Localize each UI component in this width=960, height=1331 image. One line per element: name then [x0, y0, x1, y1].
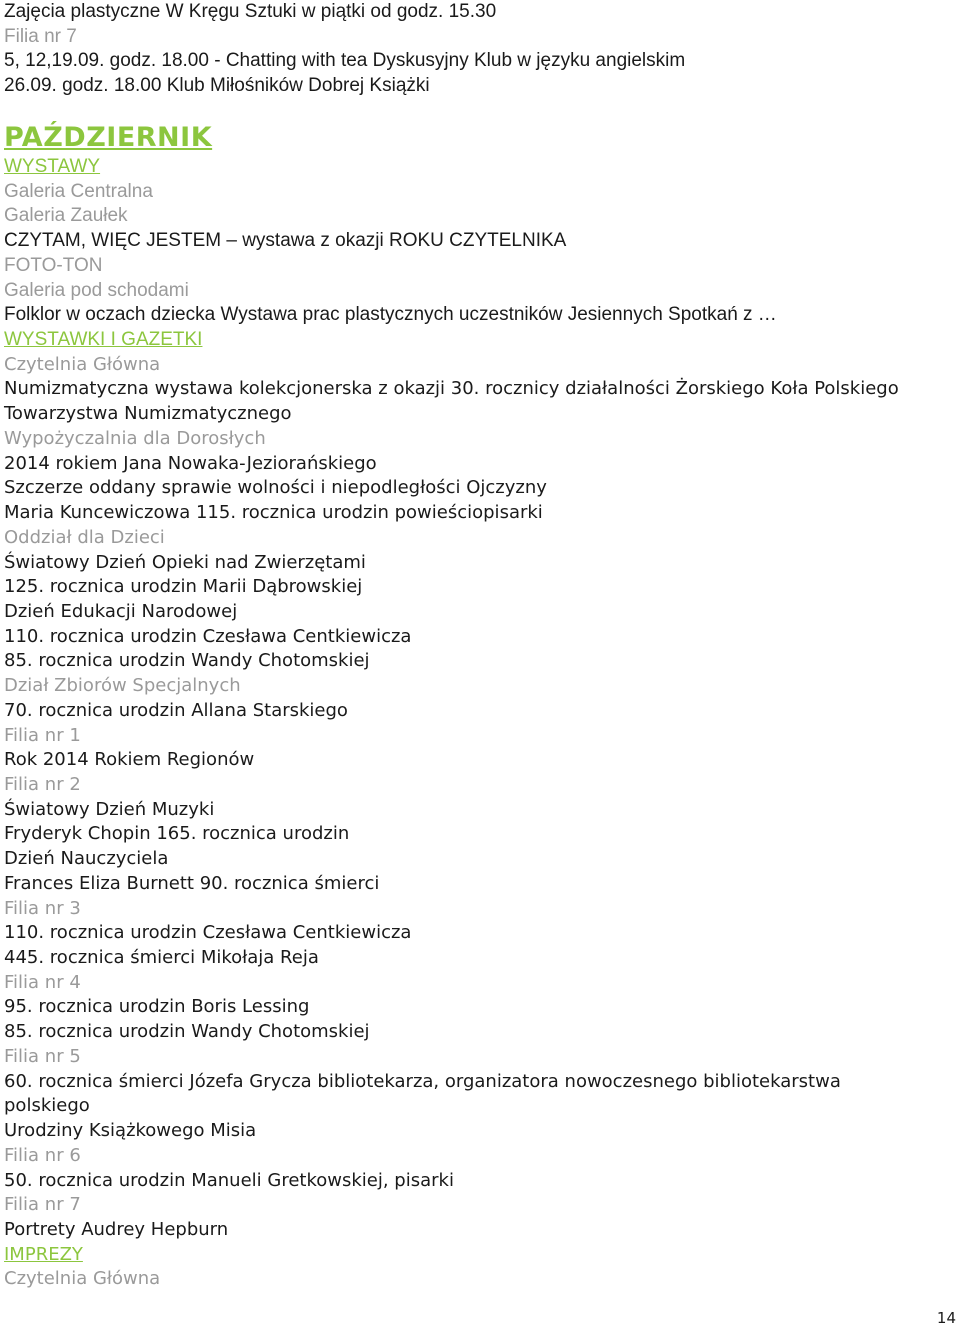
- text-line: Frances Eliza Burnett 90. rocznica śmierci: [4, 872, 380, 894]
- text-line: 5, 12,19.09. godz. 18.00 - Chatting with tea Dyskusyjny Klub w języku angielskim: [4, 50, 686, 72]
- text-line: Towarzystwa Numizmatycznego: [4, 403, 292, 425]
- location-label: Filia nr 1: [4, 724, 81, 746]
- text-line: 50. rocznica urodzin Manueli Gretkowskiej, pisarki: [4, 1169, 454, 1191]
- text-line: 26.09. godz. 18.00 Klub Miłośników Dobrej Książki: [4, 74, 430, 96]
- text-line: CZYTAM, WIĘC JESTEM – wystawa z okazji ROKU CZYTELNIKA: [4, 230, 567, 252]
- location-label: Galeria pod schodami: [4, 279, 189, 301]
- text-line: Szczerze oddany sprawie wolności i niepodległości Ojczyzny: [4, 477, 547, 499]
- text-line: Dzień Nauczyciela: [4, 848, 169, 870]
- text-line: Zajęcia plastyczne W Kręgu Sztuki w piątki od godz. 15.30: [4, 1, 497, 22]
- location-label: Czytelnia Główna: [4, 353, 161, 375]
- text-line: Maria Kuncewiczowa 115. rocznica urodzin powieściopisarki: [4, 502, 543, 524]
- section-link[interactable]: WYSTAWKI I GAZETKI: [4, 329, 203, 351]
- text-line: 445. rocznica śmierci Mikołaja Reja: [4, 947, 319, 969]
- location-label: FOTO-TON: [4, 254, 103, 276]
- text-line: 60. rocznica śmierci Józefa Grycza bibliotekarza, organizatora nowoczesnego bibliotekarstwa: [4, 1070, 841, 1092]
- location-label: Galeria Zaułek: [4, 205, 128, 227]
- text-line: 85. rocznica urodzin Wandy Chotomskiej: [4, 650, 370, 672]
- text-line: Dzień Edukacji Narodowej: [4, 600, 238, 622]
- text-line: polskiego: [4, 1095, 90, 1117]
- location-label: Filia nr 3: [4, 897, 81, 919]
- location-label: Oddział dla Dzieci: [4, 526, 165, 548]
- text-line: Światowy Dzień Muzyki: [4, 798, 215, 820]
- page-number: 14: [936, 1309, 956, 1327]
- location-label: Filia nr 4: [4, 971, 81, 993]
- branch-label: Filia nr 7: [4, 25, 77, 47]
- location-label: Filia nr 5: [4, 1045, 81, 1067]
- location-label: Filia nr 2: [4, 774, 81, 795]
- text-line: Światowy Dzień Opieki nad Zwierzętami: [4, 551, 366, 573]
- text-line: 70. rocznica urodzin Allana Starskiego: [4, 699, 348, 721]
- location-label: Czytelnia Główna: [4, 1268, 161, 1290]
- text-line: 85. rocznica urodzin Wandy Chotomskiej: [4, 1021, 370, 1043]
- section-link[interactable]: IMPREZY: [4, 1243, 83, 1265]
- text-line: 95. rocznica urodzin Boris Lessing: [4, 996, 310, 1018]
- month-heading: PAŹDZIERNIK: [4, 122, 213, 153]
- location-label: Filia nr 7: [4, 1194, 81, 1216]
- location-label: Dział Zbiorów Specjalnych: [4, 675, 241, 697]
- text-line: 110. rocznica urodzin Czesława Centkiewicza: [4, 625, 412, 647]
- text-line: 2014 rokiem Jana Nowaka-Jeziorańskiego: [4, 452, 377, 474]
- text-line: Rok 2014 Rokiem Regionów: [4, 749, 255, 771]
- text-line: Fryderyk Chopin 165. rocznica urodzin: [4, 823, 350, 845]
- location-label: Filia nr 6: [4, 1144, 81, 1166]
- text-line: 110. rocznica urodzin Czesława Centkiewicza: [4, 922, 412, 944]
- text-line: 125. rocznica urodzin Marii Dąbrowskiej: [4, 576, 363, 598]
- location-label: Galeria Centralna: [4, 180, 153, 202]
- text-line: Folklor w oczach dziecka Wystawa prac plastycznych uczestników Jesiennych Spotkań z …: [4, 304, 777, 326]
- section-link[interactable]: WYSTAWY: [4, 156, 101, 177]
- text-line: Numizmatyczna wystawa kolekcjonerska z okazji 30. rocznicy działalności Żorskiego Koła Polskiego: [4, 378, 899, 400]
- location-label: Wypożyczalnia dla Dorosłych: [4, 427, 266, 449]
- text-line: Urodziny Książkowego Misia: [4, 1120, 257, 1142]
- text-line: Portrety Audrey Hepburn: [4, 1218, 229, 1240]
